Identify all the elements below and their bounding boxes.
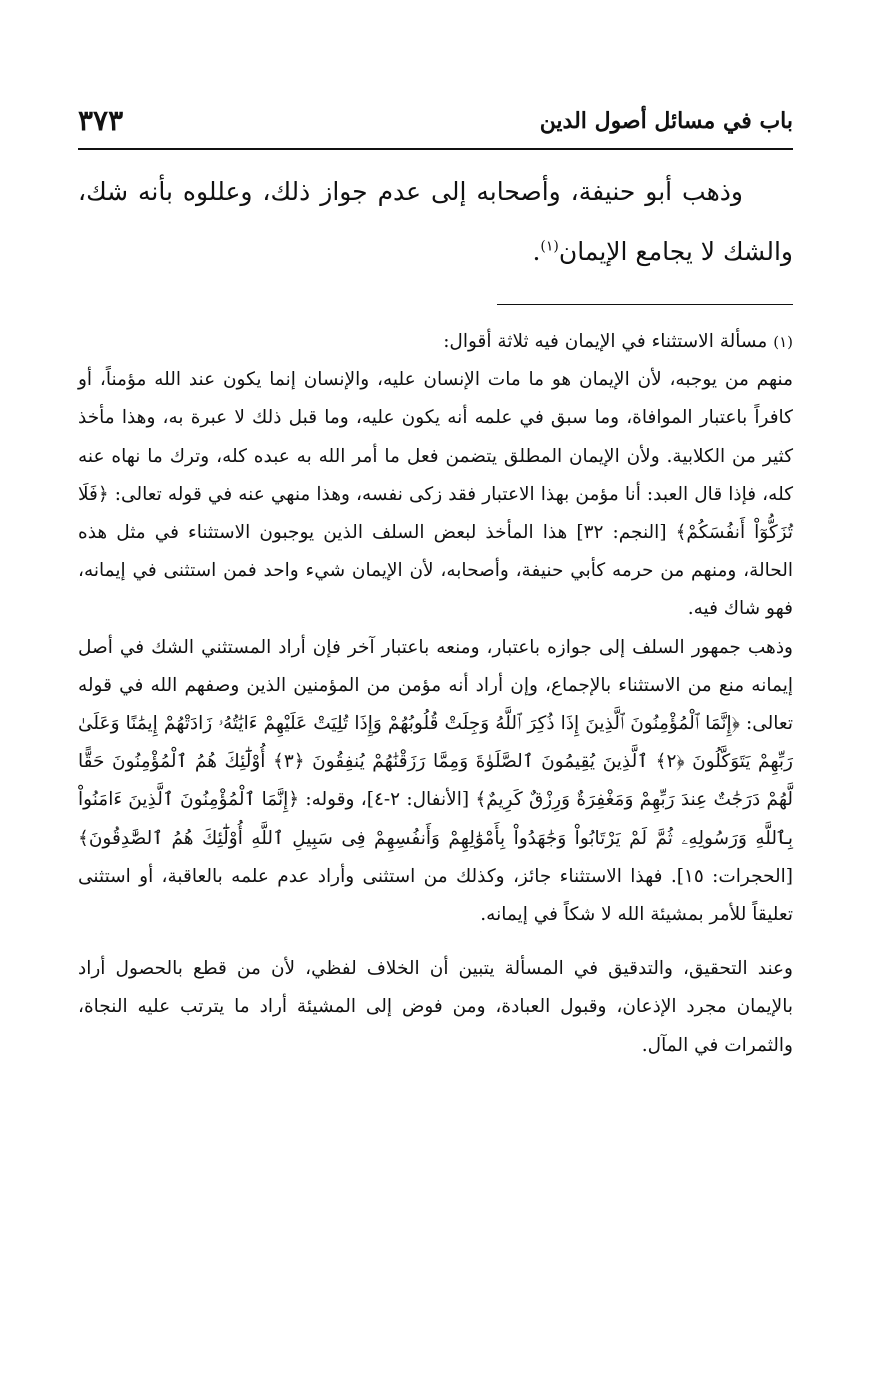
page-header — [78, 90, 793, 150]
footnote-heading — [78, 323, 793, 361]
footnotes — [78, 323, 793, 1065]
main-text-body: وذهب أبو حنيفة، وأصحابه إلى عدم جواز ذلك، وعللوه بأنه شك، والشك لا يجامع الإيمان — [78, 177, 793, 266]
footnote-paragraph: وذهب جمهور السلف إلى جوازه باعتبار، ومنعه باعتبار آخر فإن أراد المستثني الشك في أصل إيمانه منع من الاستثناء بالإجماع، وإن أراد أنه مؤمن من المؤمنين الذين وصفهم الله في قوله تعالى: ﴿إِنَّمَا ٱلْمُؤْمِنُونَ ٱلَّذِينَ إِذَا ذُكِرَ ٱللَّهُ وَجِلَتْ قُلُوبُهُمْ وَإِذَا تُلِيَتْ عَلَيْهِمْ ءَايَٰتُهُۥ زَادَتْهُمْ إِيمَٰنًا وَعَلَىٰ رَبِّهِمْ يَتَوَكَّلُونَ ﴿٢﴾ ٱلَّذِينَ يُقِيمُونَ ٱلصَّلَوٰةَ وَمِمَّا رَزَقْنَٰهُمْ يُنفِقُونَ ﴿٣﴾ أُوْلَٰٓئِكَ هُمُ ٱلْمُؤْمِنُونَ حَقًّا لَّهُمْ دَرَجَٰتٌ عِندَ رَبِّهِمْ وَمَغْفِرَةٌ وَرِزْقٌ كَرِيمٌ﴾ [الأنفال: ٢-٤]، وقوله: ﴿إِنَّمَا ٱلْمُؤْمِنُونَ ٱلَّذِينَ ءَامَنُواْ بِٱللَّهِ وَرَسُولِهِۦ ثُمَّ لَمْ يَرْتَابُواْ وَجَٰهَدُواْ بِأَمْوَٰلِهِمْ وَأَنفُسِهِمْ فِى سَبِيلِ ٱللَّهِ أُوْلَٰٓئِكَ هُمُ ٱلصَّٰدِقُونَ﴾ [الحجرات: ١٥]. فهذا الاستثناء جائز، وكذلك من استثنى وأراد عدم علمه بالعاقبة، أو استثنى تعليقاً للأمر بمشيئة الله لا شكاً في إيمانه. — [78, 636, 793, 926]
footnote-number: (١) — [773, 333, 793, 351]
book-page — [78, 90, 793, 1065]
main-paragraph — [78, 162, 793, 282]
footnote-paragraph: منهم من يوجبه، لأن الإيمان هو ما مات الإنسان عليه، والإنسان إنما يكون عند الله مؤمناً، أو كافراً باعتبار الموافاة، وما سبق في علمه أنه يكون عليه، وما قبل ذلك لا عبرة به، وهذا مأخذ كثير من الكلابية. ولأن الإيمان المطلق يتضمن فعل ما أمر الله به عبده كله، وترك ما نهاه عنه كله، فإذا قال العبد: أنا مؤمن بهذا الاعتبار فقد زكى نفسه، وهذا منهي عنه في قوله تعالى: ﴿فَلَا تُزَكُّوٓاْ أَنفُسَكُمْ﴾ [النجم: ٣٢] هذا المأخذ لبعض السلف الذين يوجبون الاستثناء في مثل هذه الحالة، ومنهم من حرمه كأبي حنيفة، وأصحابه، لأن الإيمان شيء واحد فمن استثنى في إيمانه، فهو شاك فيه. — [78, 369, 793, 620]
footnote-separator — [497, 304, 793, 305]
footnote-paragraph: وعند التحقيق، والتدقيق في المسألة يتبين أن الخلاف لفظي، لأن من قطع بالحصول أراد بالإيمان مجرد الإذعان، وقبول العبادة، ومن فوض إلى المشيئة أراد ما يترتب عليه النجاة، والثمرات في المآل. — [78, 958, 793, 1056]
footnote-heading-text: مسألة الاستثناء في الإيمان فيه ثلاثة أقوال: — [443, 331, 768, 352]
page-number: ٣٧٣ — [78, 104, 124, 137]
main-text-end: . — [532, 237, 541, 266]
footnote-reference: (١) — [540, 238, 559, 255]
running-title: باب في مسائل أصول الدين — [539, 108, 793, 134]
